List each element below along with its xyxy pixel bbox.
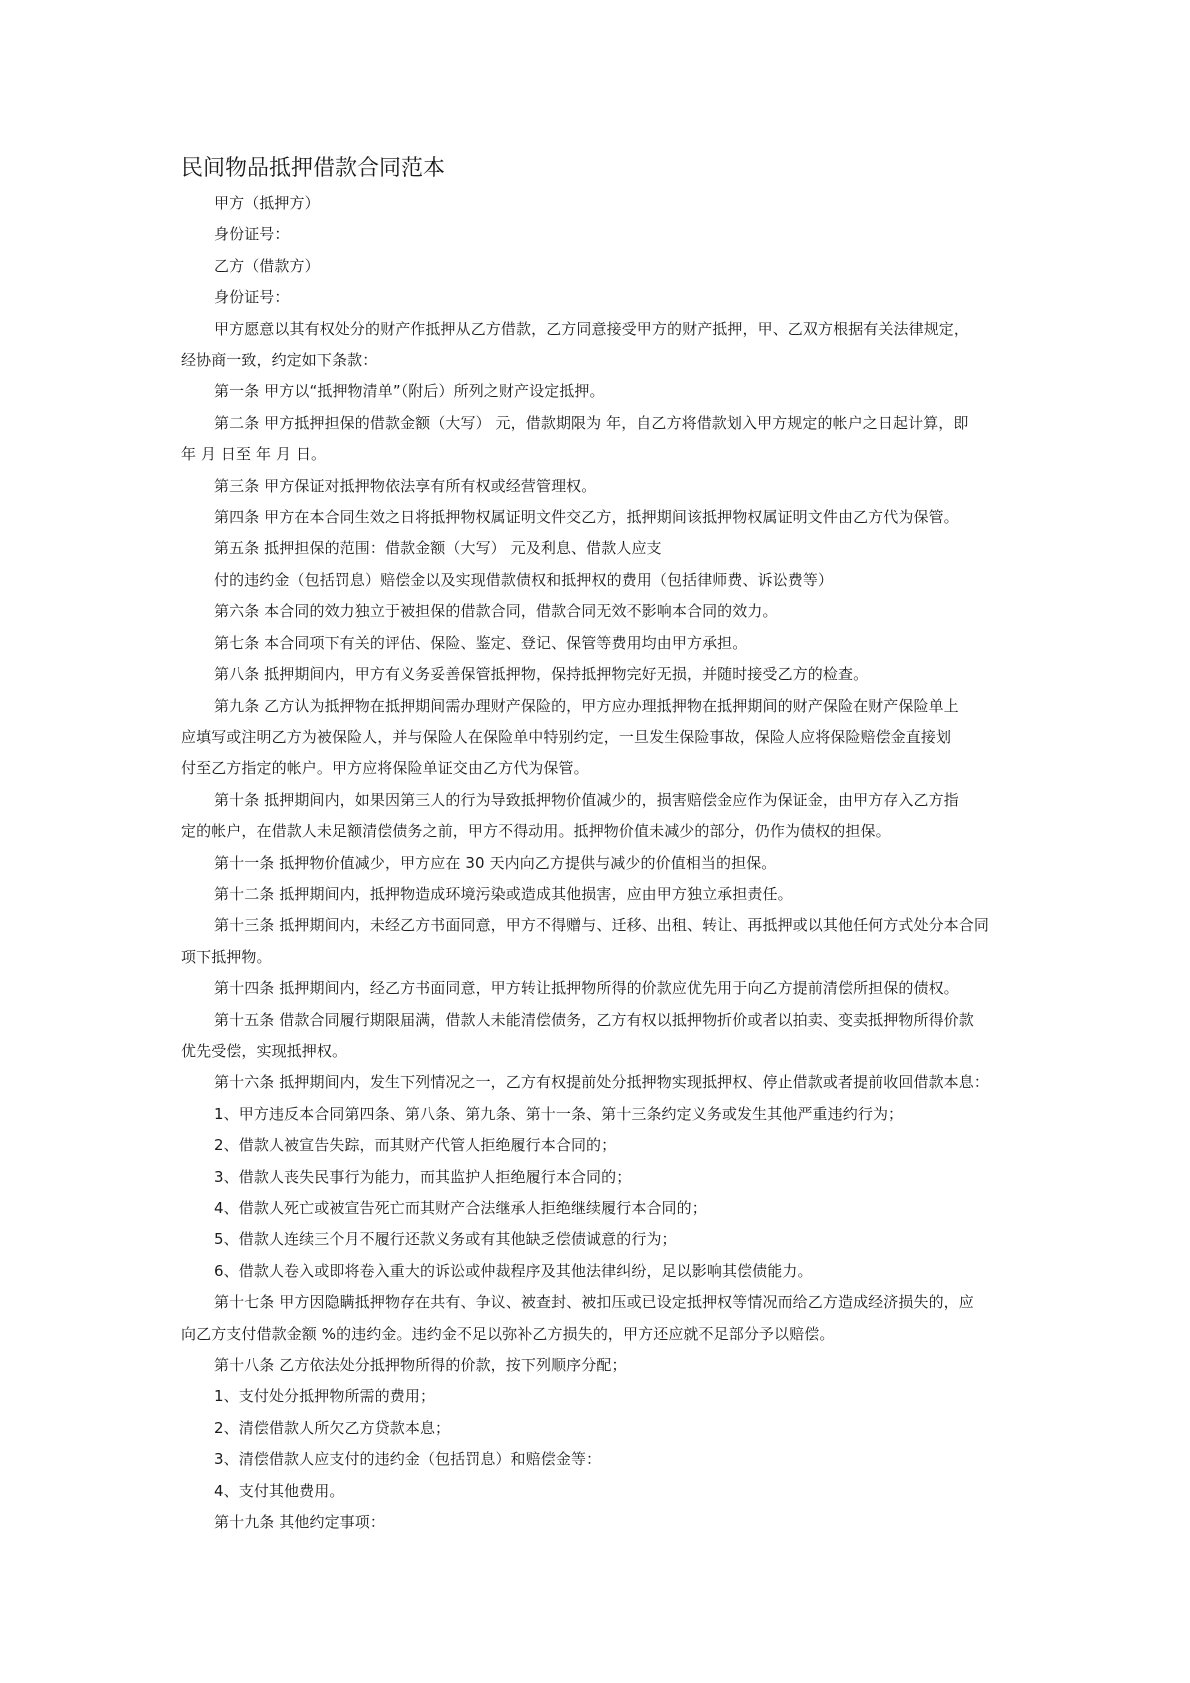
paragraph bbox=[181, 188, 1031, 219]
paragraph-line: 2、清偿借款人所欠乙方贷款本息； bbox=[214, 1418, 451, 1437]
paragraph-line: 甲方愿意以其有权处分的财产作抵押从乙方借款，乙方同意接受甲方的财产抵押，甲、乙双方根据有关法律规定， bbox=[214, 319, 970, 338]
paragraph-line: 第八条 抵押期间内，甲方有义务妥善保管抵押物，保持抵押物完好无损，并随时接受乙方的检查。 bbox=[214, 665, 869, 684]
paragraph-line: 第十七条 甲方因隐瞒抵押物存在共有、争议、被查封、被扣压或已设定抵押权等情况而给乙方造成经济损失的，应 bbox=[214, 1293, 974, 1312]
paragraph bbox=[181, 1193, 1031, 1224]
paragraph bbox=[181, 1413, 1031, 1444]
paragraph bbox=[181, 879, 1031, 910]
document-body bbox=[181, 188, 1031, 1538]
paragraph-line: 第十条 抵押期间内，如果因第三人的行为导致抵押物价值减少的，损害赔偿金应作为保证金，由甲方存入乙方指 bbox=[214, 790, 959, 809]
paragraph bbox=[181, 219, 1031, 250]
paragraph-line: 定的帐户，在借款人未足额清偿债务之前，甲方不得动用。抵押物价值未减少的部分，仍作为债权的担保。 bbox=[181, 822, 891, 841]
paragraph-line: 6、借款人卷入或即将卷入重大的诉讼或仲裁程序及其他法律纠纷，足以影响其偿债能力。 bbox=[214, 1261, 813, 1280]
paragraph bbox=[181, 1224, 1031, 1255]
paragraph-line: 第十三条 抵押期间内，未经乙方书面同意，甲方不得赠与、迁移、出租、转让、再抵押或以其他任何方式处分本合同 bbox=[214, 916, 989, 935]
document-page bbox=[181, 152, 1031, 1538]
paragraph-line: 第十八条 乙方依法处分抵押物所得的价款，按下列顺序分配； bbox=[214, 1356, 627, 1375]
paragraph-line: 3、清偿借款人应支付的违约金（包括罚息）和赔偿金等： bbox=[214, 1450, 602, 1469]
paragraph bbox=[181, 659, 1031, 690]
paragraph bbox=[181, 314, 1031, 377]
paragraph bbox=[181, 691, 1031, 785]
paragraph-line: 3、借款人丧失民事行为能力，而其监护人拒绝履行本合同的； bbox=[214, 1167, 632, 1186]
paragraph-line: 优先受偿，实现抵押权。 bbox=[181, 1041, 348, 1060]
paragraph-line: 1、支付处分抵押物所需的费用； bbox=[214, 1387, 436, 1406]
paragraph bbox=[181, 973, 1031, 1004]
paragraph bbox=[181, 471, 1031, 502]
paragraph-line: 乙方（借款方） bbox=[214, 256, 320, 275]
paragraph-line: 付的违约金（包括罚息）赔偿金以及实现借款债权和抵押权的费用（包括律师费、诉讼费等） bbox=[214, 570, 834, 589]
paragraph bbox=[181, 785, 1031, 848]
paragraph bbox=[181, 1005, 1031, 1068]
paragraph-line: 身份证号： bbox=[214, 225, 290, 244]
paragraph bbox=[181, 408, 1031, 471]
paragraph bbox=[181, 1099, 1031, 1130]
paragraph bbox=[181, 596, 1031, 627]
paragraph-line: 4、支付其他费用。 bbox=[214, 1481, 345, 1500]
paragraph-line: 第十五条 借款合同履行期限届满，借款人未能清偿债务，乙方有权以抵押物折价或者以拍卖、变卖抵押物所得价款 bbox=[214, 1010, 974, 1029]
paragraph bbox=[181, 1130, 1031, 1161]
paragraph bbox=[181, 502, 1031, 533]
paragraph bbox=[181, 1350, 1031, 1381]
paragraph bbox=[181, 251, 1031, 282]
paragraph-line: 4、借款人死亡或被宣告死亡而其财产合法继承人拒绝继续履行本合同的； bbox=[214, 1199, 707, 1217]
paragraph bbox=[181, 1444, 1031, 1475]
paragraph-line: 第十二条 抵押期间内，抵押物造成环境污染或造成其他损害，应由甲方独立承担责任。 bbox=[214, 884, 793, 903]
paragraph bbox=[181, 910, 1031, 973]
paragraph-line: 第六条 本合同的效力独立于被担保的借款合同，借款合同无效不影响本合同的效力。 bbox=[214, 602, 778, 621]
paragraph-line: 第三条 甲方保证对抵押物依法享有所有权或经营管理权。 bbox=[214, 476, 597, 495]
paragraph-line: 第十六条 抵押期间内，发生下列情况之一，乙方有权提前处分抵押物实现抵押权、停止借款或者提前收回借款本息： bbox=[214, 1073, 989, 1092]
paragraph-line: 经协商一致，约定如下条款： bbox=[181, 351, 378, 370]
paragraph bbox=[181, 376, 1031, 407]
paragraph bbox=[181, 565, 1031, 596]
paragraph-line: 第十一条 抵押物价值减少，甲方应在 30 天内向乙方提供与减少的价值相当的担保。 bbox=[214, 853, 777, 872]
paragraph-line: 向乙方支付借款金额 %的违约金。违约金不足以弥补乙方损失的，甲方还应就不足部分予以赔偿。 bbox=[181, 1324, 835, 1343]
paragraph bbox=[181, 1507, 1031, 1538]
paragraph bbox=[181, 533, 1031, 564]
paragraph-line: 2、借款人被宣告失踪，而其财产代管人拒绝履行本合同的； bbox=[214, 1136, 617, 1155]
paragraph-line: 第九条 乙方认为抵押物在抵押期间需办理财产保险的，甲方应办理抵押物在抵押期间的财产保险在财产保险单上 bbox=[214, 696, 959, 715]
paragraph bbox=[181, 1162, 1031, 1193]
paragraph-line: 甲方（抵押方） bbox=[214, 194, 320, 212]
paragraph-line: 第一条 甲方以“抵押物清单”（附后）所列之财产设定抵押。 bbox=[214, 382, 605, 401]
paragraph-line: 应填写或注明乙方为被保险人，并与保险人在保险单中特别约定，一旦发生保险事故，保险人应将保险赔偿金直接划 bbox=[181, 727, 952, 746]
paragraph bbox=[181, 848, 1031, 879]
paragraph-line: 第七条 本合同项下有关的评估、保险、鉴定、登记、保管等费用均由甲方承担。 bbox=[214, 633, 748, 652]
paragraph-line: 年 月 日至 年 月 日。 bbox=[181, 445, 327, 464]
paragraph-line: 1、甲方违反本合同第四条、第八条、第九条、第十一条、第十三条约定义务或发生其他严重违约行为； bbox=[214, 1104, 904, 1123]
paragraph-line: 5、借款人连续三个月不履行还款义务或有其他缺乏偿债诚意的行为； bbox=[214, 1230, 677, 1249]
paragraph bbox=[181, 1381, 1031, 1412]
paragraph-line: 付至乙方指定的帐户。甲方应将保险单证交由乙方代为保管。 bbox=[181, 759, 589, 778]
paragraph bbox=[181, 1287, 1031, 1350]
document-title: 民间物品抵押借款合同范本 bbox=[181, 156, 446, 181]
paragraph-line: 第十四条 抵押期间内，经乙方书面同意，甲方转让抵押物所得的价款应优先用于向乙方提前清偿所担保的债权。 bbox=[214, 979, 959, 998]
paragraph-line: 第二条 甲方抵押担保的借款金额（大写） 元，借款期限为 年，自乙方将借款划入甲方规定的帐户之日起计算，即 bbox=[214, 413, 969, 432]
paragraph-line: 第十九条 其他约定事项： bbox=[214, 1513, 385, 1532]
paragraph-line: 项下抵押物。 bbox=[181, 947, 272, 966]
paragraph bbox=[181, 628, 1031, 659]
paragraph bbox=[181, 282, 1031, 313]
paragraph bbox=[181, 1256, 1031, 1287]
paragraph bbox=[181, 1476, 1031, 1507]
paragraph-line: 第四条 甲方在本合同生效之日将抵押物权属证明文件交乙方，抵押期间该抵押物权属证明文件由乙方代为保管。 bbox=[214, 508, 959, 527]
paragraph bbox=[181, 1067, 1031, 1098]
paragraph-line: 身份证号： bbox=[214, 288, 290, 307]
paragraph-line: 第五条 抵押担保的范围：借款金额（大写） 元及利息、借款人应支 bbox=[214, 539, 662, 558]
